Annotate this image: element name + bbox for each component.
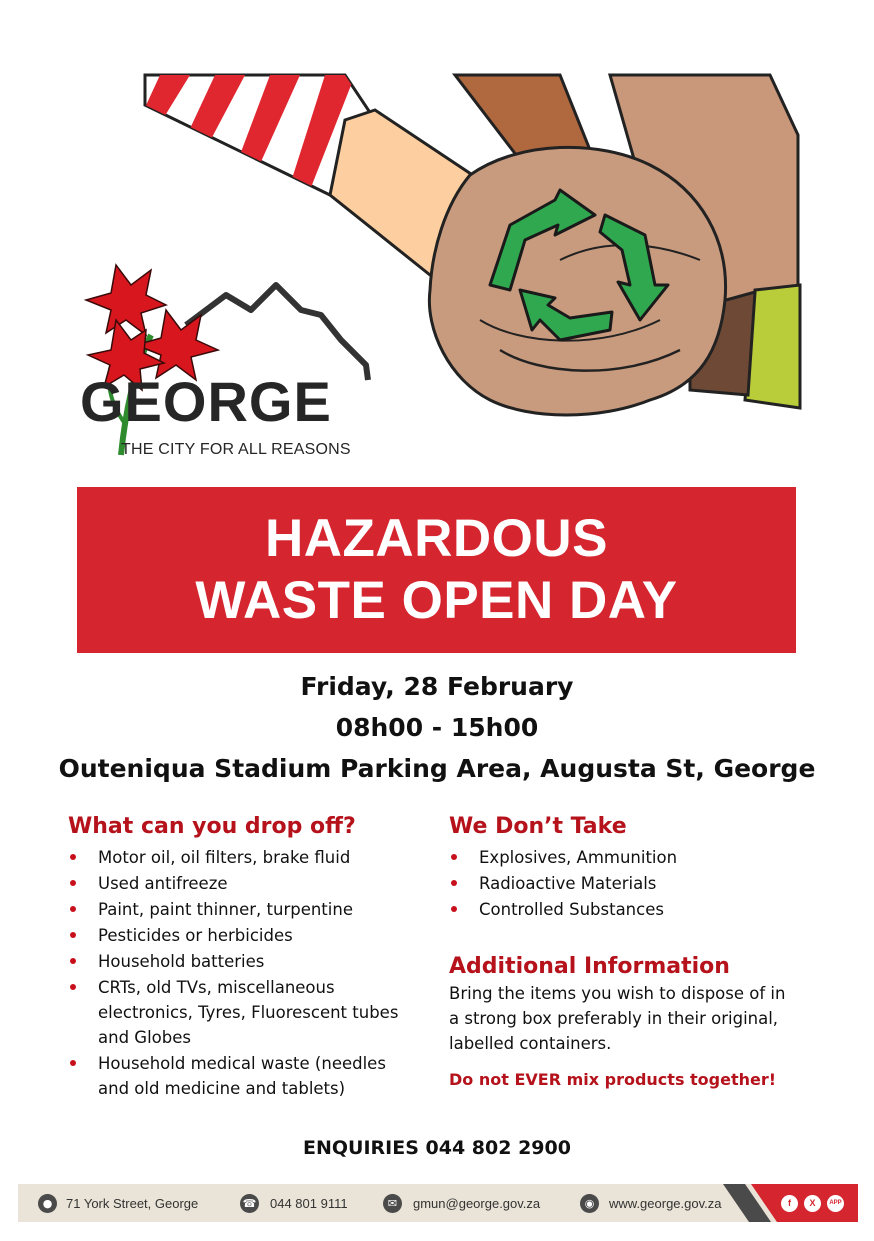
not-taken-section xyxy=(449,814,809,923)
additional-info-heading: Additional Information xyxy=(449,954,730,979)
phone-icon: ☎ xyxy=(240,1194,259,1213)
additional-info-text: Bring the items you wish to dispose of in a strong box preferably in their original, labelled containers. xyxy=(449,984,786,1053)
event-time: 08h00 - 15h00 xyxy=(335,713,539,742)
bullet-icon xyxy=(70,984,76,990)
footer-email[interactable]: gmun@george.gov.za xyxy=(413,1196,541,1211)
event-location: Outeniqua Stadium Parking Area, Augusta St, George xyxy=(58,754,816,783)
list-item: Paint, paint thinner, turpentine xyxy=(68,897,418,922)
title-banner xyxy=(77,487,796,653)
bullet-icon xyxy=(451,880,457,886)
drop-off-list xyxy=(68,845,418,1101)
globe-icon: ◉ xyxy=(580,1194,599,1213)
additional-info-section xyxy=(449,954,789,1089)
bullet-icon xyxy=(70,1060,76,1066)
email-icon: ✉ xyxy=(383,1194,402,1213)
list-item: Pesticides or herbicides xyxy=(68,923,418,948)
list-item: Explosives, Ammunition xyxy=(449,845,809,870)
drop-off-section xyxy=(68,814,418,1102)
cupped-hands xyxy=(429,147,725,415)
x-twitter-icon[interactable]: X xyxy=(804,1195,821,1212)
location-pin-icon: ● xyxy=(38,1194,57,1213)
bullet-icon xyxy=(70,906,76,912)
footer-website[interactable]: www.george.gov.za xyxy=(609,1196,722,1211)
event-date: Friday, 28 February xyxy=(300,672,574,701)
bullet-icon xyxy=(451,854,457,860)
app-icon[interactable]: APP xyxy=(827,1195,844,1212)
bullet-icon xyxy=(70,880,76,886)
bullet-icon xyxy=(451,906,457,912)
bullet-icon xyxy=(70,958,76,964)
not-taken-list xyxy=(449,845,809,922)
footer-phone[interactable]: 044 801 9111 xyxy=(270,1196,348,1211)
logo-name: GEORGE xyxy=(80,370,332,433)
list-item: Used antifreeze xyxy=(68,871,418,896)
list-item: Household batteries xyxy=(68,949,418,974)
list-item: CRTs, old TVs, miscellaneous electronics, Tyres, Fluorescent tubes and Globes xyxy=(68,975,418,1050)
george-logo-emblem xyxy=(76,255,376,465)
list-item: Controlled Substances xyxy=(449,897,809,922)
list-item: Motor oil, oil filters, brake fluid xyxy=(68,845,418,870)
logo-tagline: THE CITY FOR ALL REASONS xyxy=(121,441,351,458)
footer-bar xyxy=(18,1184,858,1222)
warning-text: Do not EVER mix products together! xyxy=(449,1070,777,1089)
enquiries-line: ENQUIRIES 044 802 2900 xyxy=(303,1137,571,1159)
facebook-icon[interactable]: f xyxy=(781,1195,798,1212)
drop-off-heading: What can you drop off? xyxy=(68,814,356,839)
not-taken-heading: We Don’t Take xyxy=(449,814,627,839)
bullet-icon xyxy=(70,932,76,938)
banner-line-2: WASTE OPEN DAY xyxy=(195,571,678,630)
bullet-icon xyxy=(70,854,76,860)
list-item: Radioactive Materials xyxy=(449,871,809,896)
list-item: Household medical waste (needles and old medicine and tablets) xyxy=(68,1051,418,1101)
banner-line-1: HAZARDOUS xyxy=(264,509,609,568)
footer-address: 71 York Street, George xyxy=(66,1196,199,1211)
